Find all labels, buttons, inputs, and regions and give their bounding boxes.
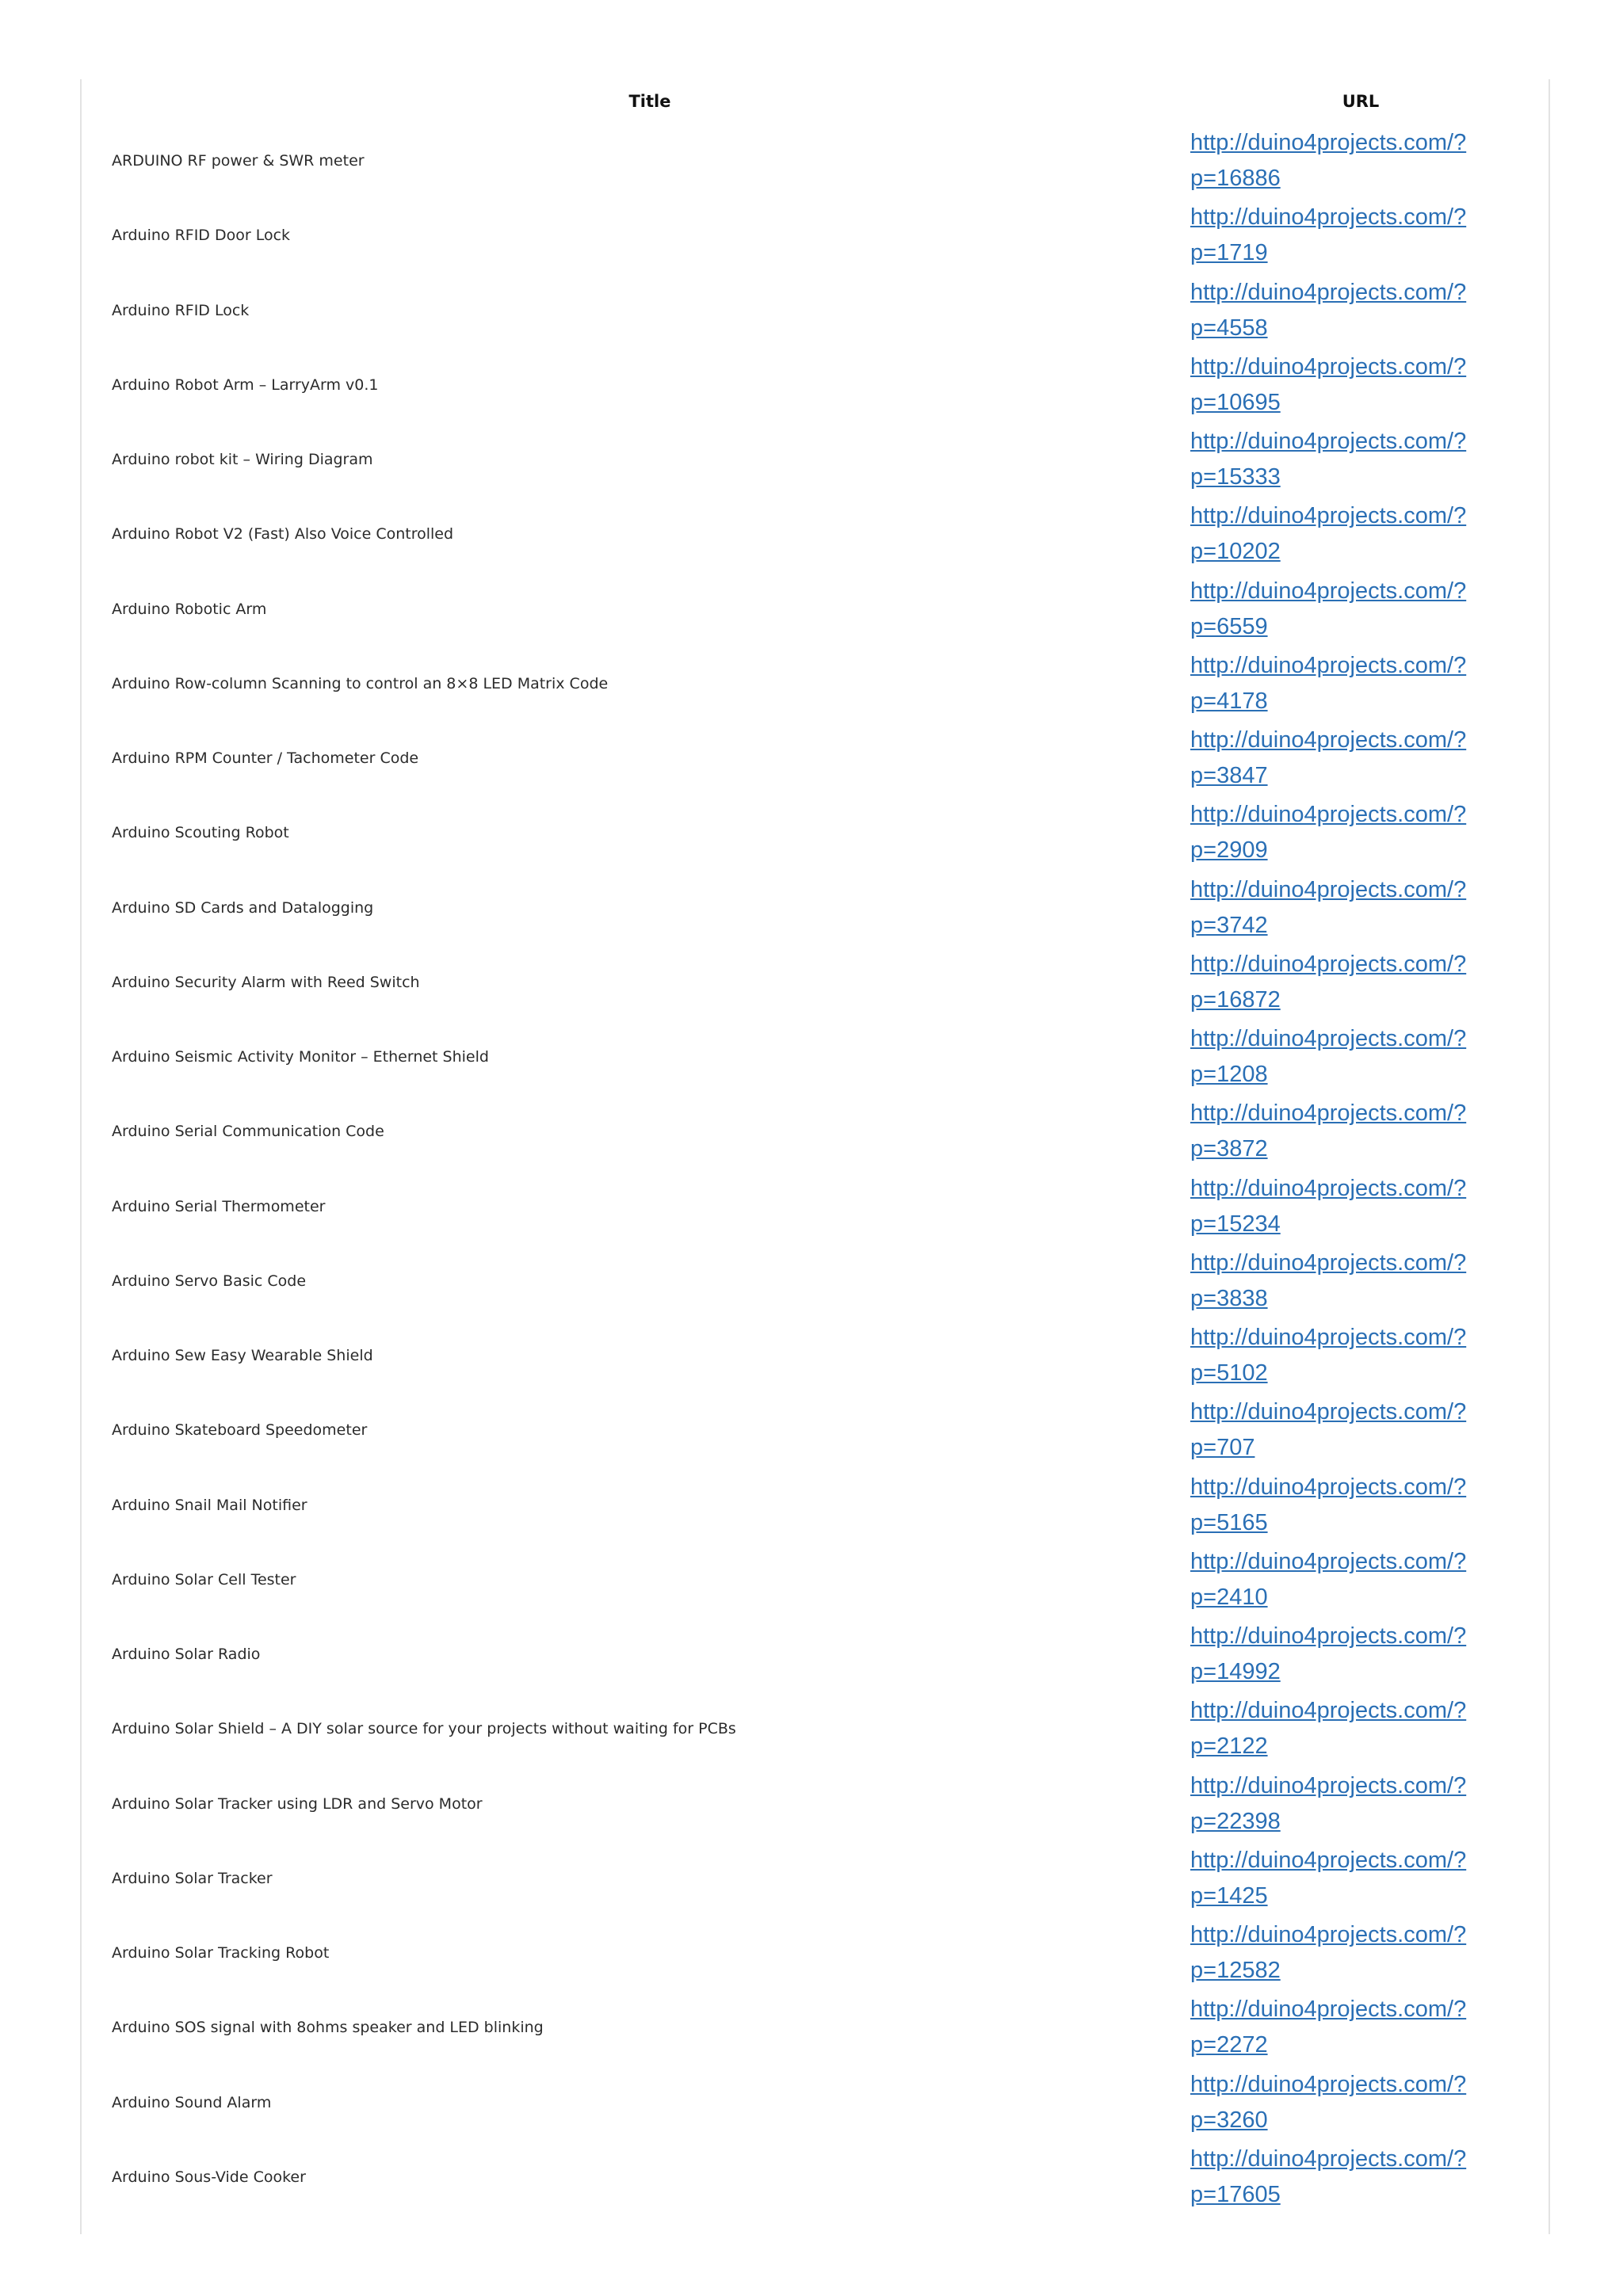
url-line-1: http://duino4projects.com/?	[1190, 503, 1467, 529]
row-url-link[interactable]	[1190, 723, 1507, 794]
row-title: Arduino Sew Easy Wearable Shield	[112, 1347, 373, 1365]
url-line-1: http://duino4projects.com/?	[1190, 279, 1467, 305]
url-line-1: http://duino4projects.com/?	[1190, 1922, 1467, 1948]
row-title: Arduino Serial Thermometer	[112, 1197, 326, 1215]
table-row	[82, 1094, 1548, 1169]
url-line-2: p=10695	[1190, 389, 1281, 415]
row-url-cell	[1190, 871, 1507, 945]
row-url-link[interactable]	[1190, 125, 1507, 196]
url-line-1: http://duino4projects.com/?	[1190, 1399, 1467, 1425]
table-row	[82, 795, 1548, 870]
url-line-2: p=6559	[1190, 613, 1268, 639]
row-url-link[interactable]	[1190, 1394, 1507, 1466]
url-line-2: p=14992	[1190, 1659, 1281, 1685]
row-title: Arduino Seismic Activity Monitor – Ethernet Shield	[112, 1048, 489, 1066]
row-title: Arduino Skateboard Speedometer	[112, 1421, 368, 1440]
row-url-cell	[1190, 1393, 1507, 1467]
row-url-link[interactable]	[1190, 872, 1507, 944]
row-url-link[interactable]	[1190, 1245, 1507, 1317]
row-url-link[interactable]	[1190, 797, 1507, 868]
url-line-2: p=4178	[1190, 688, 1268, 714]
url-line-2: p=12582	[1190, 1958, 1281, 1984]
url-line-2: p=15234	[1190, 1211, 1281, 1237]
table-row	[82, 1916, 1548, 1990]
url-line-2: p=1208	[1190, 1062, 1268, 1088]
url-line-2: p=1719	[1190, 240, 1268, 266]
url-line-2: p=16886	[1190, 166, 1281, 192]
url-line-1: http://duino4projects.com/?	[1190, 2145, 1467, 2172]
row-url-cell	[1190, 1094, 1507, 1169]
url-line-2: p=17605	[1190, 2181, 1281, 2207]
table-row	[82, 646, 1548, 721]
row-url-link[interactable]	[1190, 1917, 1507, 1989]
url-line-1: http://duino4projects.com/?	[1190, 1026, 1467, 1052]
row-url-cell	[1190, 1468, 1507, 1543]
table-row	[82, 1841, 1548, 1916]
row-url-cell	[1190, 721, 1507, 795]
url-line-2: p=15333	[1190, 464, 1281, 490]
row-url-cell	[1190, 1318, 1507, 1393]
table-row	[82, 945, 1548, 1020]
url-line-1: http://duino4projects.com/?	[1190, 578, 1467, 604]
row-url-cell	[1190, 1916, 1507, 1990]
row-url-cell	[1190, 198, 1507, 273]
url-line-2: p=2122	[1190, 1733, 1268, 1760]
table-row	[82, 2065, 1548, 2140]
table-row	[82, 1393, 1548, 1467]
url-line-1: http://duino4projects.com/?	[1190, 353, 1467, 379]
url-line-1: http://duino4projects.com/?	[1190, 1623, 1467, 1650]
url-line-1: http://duino4projects.com/?	[1190, 1175, 1467, 1201]
table-row	[82, 1990, 1548, 2065]
row-url-link[interactable]	[1190, 1544, 1507, 1615]
row-url-cell	[1190, 273, 1507, 348]
row-title: Arduino RFID Door Lock	[112, 227, 291, 245]
url-line-2: p=22398	[1190, 1808, 1281, 1834]
row-title: Arduino robot kit – Wiring Diagram	[112, 451, 373, 469]
url-line-1: http://duino4projects.com/?	[1190, 876, 1467, 902]
row-url-link[interactable]	[1190, 1320, 1507, 1391]
table-row	[82, 721, 1548, 795]
table-row	[82, 871, 1548, 945]
url-line-1: http://duino4projects.com/?	[1190, 1548, 1467, 1574]
row-title: ARDUINO RF power & SWR meter	[112, 152, 365, 170]
url-line-1: http://duino4projects.com/?	[1190, 1997, 1467, 2023]
row-url-cell	[1190, 1169, 1507, 1244]
table-row	[82, 1767, 1548, 1841]
url-line-1: http://duino4projects.com/?	[1190, 1772, 1467, 1798]
url-line-2: p=2909	[1190, 837, 1268, 864]
row-url-link[interactable]	[1190, 2142, 1507, 2213]
row-url-link[interactable]	[1190, 1843, 1507, 1914]
table-row	[82, 2140, 1548, 2214]
row-url-link[interactable]	[1190, 1619, 1507, 1690]
row-title: Arduino Solar Cell Tester	[112, 1570, 296, 1589]
url-line-2: p=5165	[1190, 1509, 1268, 1535]
row-url-link[interactable]	[1190, 2067, 1507, 2138]
row-url-cell	[1190, 348, 1507, 422]
row-url-link[interactable]	[1190, 1171, 1507, 1242]
row-url-cell	[1190, 1020, 1507, 1094]
row-url-link[interactable]	[1190, 424, 1507, 495]
row-title: Arduino Servo Basic Code	[112, 1272, 307, 1290]
table-row	[82, 348, 1548, 422]
row-title: Arduino SD Cards and Datalogging	[112, 898, 374, 917]
row-url-cell	[1190, 1543, 1507, 1617]
row-url-link[interactable]	[1190, 1693, 1507, 1764]
url-line-1: http://duino4projects.com/?	[1190, 1847, 1467, 1873]
url-line-2: p=3838	[1190, 1285, 1268, 1311]
row-url-link[interactable]	[1190, 648, 1507, 719]
row-url-link[interactable]	[1190, 275, 1507, 346]
row-title: Arduino RFID Lock	[112, 301, 250, 319]
row-url-link[interactable]	[1190, 1470, 1507, 1541]
row-url-cell	[1190, 497, 1507, 571]
row-title: Arduino Row-column Scanning to control an 8×8 LED Matrix Code	[112, 674, 609, 692]
row-title: Arduino RPM Counter / Tachometer Code	[112, 749, 419, 768]
row-title: Arduino Solar Tracker	[112, 1869, 273, 1887]
row-title: Arduino Robot V2 (Fast) Also Voice Controlled	[112, 525, 454, 543]
row-url-link[interactable]	[1190, 498, 1507, 570]
column-header-title: Title	[628, 92, 671, 111]
table-row	[82, 1020, 1548, 1094]
column-header-url: URL	[1342, 92, 1380, 111]
row-url-link[interactable]	[1190, 1768, 1507, 1840]
url-line-1: http://duino4projects.com/?	[1190, 2071, 1467, 2097]
table-row	[82, 1617, 1548, 1691]
url-line-2: p=707	[1190, 1435, 1255, 1461]
table-row	[82, 572, 1548, 646]
table-row	[82, 1244, 1548, 1318]
row-title: Arduino Robot Arm – LarryArm v0.1	[112, 376, 379, 394]
table-body	[82, 124, 1548, 2214]
row-title: Arduino Robotic Arm	[112, 600, 267, 618]
row-url-link[interactable]	[1190, 947, 1507, 1018]
url-line-2: p=3872	[1190, 1136, 1268, 1162]
url-line-2: p=5102	[1190, 1360, 1268, 1386]
row-title: Arduino Scouting Robot	[112, 824, 289, 842]
url-line-1: http://duino4projects.com/?	[1190, 1100, 1467, 1127]
row-url-link[interactable]	[1190, 1021, 1507, 1093]
table-row	[82, 273, 1548, 348]
url-line-1: http://duino4projects.com/?	[1190, 429, 1467, 455]
row-url-link[interactable]	[1190, 1096, 1507, 1167]
row-title: Arduino Solar Tracker using LDR and Servo Motor	[112, 1794, 483, 1813]
table-row	[82, 124, 1548, 198]
row-url-cell	[1190, 795, 1507, 870]
row-title: Arduino Solar Radio	[112, 1646, 261, 1664]
table-row	[82, 1691, 1548, 1766]
table-row	[82, 497, 1548, 571]
table-row	[82, 198, 1548, 273]
row-title: Arduino Sound Alarm	[112, 2093, 272, 2111]
url-line-2: p=3847	[1190, 763, 1268, 789]
row-url-cell	[1190, 1244, 1507, 1318]
row-title: Arduino Solar Shield – A DIY solar source for your projects without waiting for PCBs	[112, 1720, 736, 1738]
table-row	[82, 1169, 1548, 1244]
row-url-cell	[1190, 1767, 1507, 1841]
row-url-link[interactable]	[1190, 574, 1507, 645]
row-title: Arduino Snail Mail Notifier	[112, 1496, 307, 1514]
row-url-cell	[1190, 1841, 1507, 1916]
url-line-2: p=1425	[1190, 1882, 1268, 1909]
row-title: Arduino Solar Tracking Robot	[112, 1944, 330, 1962]
row-url-cell	[1190, 1990, 1507, 2065]
row-url-link[interactable]	[1190, 1992, 1507, 2063]
url-line-1: http://duino4projects.com/?	[1190, 130, 1467, 156]
url-line-1: http://duino4projects.com/?	[1190, 727, 1467, 753]
row-url-cell	[1190, 945, 1507, 1020]
row-url-cell	[1190, 1691, 1507, 1766]
row-url-cell	[1190, 2065, 1507, 2140]
url-line-1: http://duino4projects.com/?	[1190, 951, 1467, 977]
row-url-cell	[1190, 1617, 1507, 1691]
url-line-1: http://duino4projects.com/?	[1190, 1474, 1467, 1500]
table-row	[82, 1318, 1548, 1393]
url-line-2: p=10202	[1190, 539, 1281, 565]
url-line-1: http://duino4projects.com/?	[1190, 802, 1467, 828]
table-row	[82, 422, 1548, 497]
row-url-cell	[1190, 2140, 1507, 2214]
row-title: Arduino Sous-Vide Cooker	[112, 2168, 306, 2186]
row-url-link[interactable]	[1190, 349, 1507, 421]
url-line-2: p=2272	[1190, 2032, 1268, 2058]
url-line-2: p=3742	[1190, 912, 1268, 938]
url-line-1: http://duino4projects.com/?	[1190, 652, 1467, 678]
table-row	[82, 1468, 1548, 1543]
row-url-cell	[1190, 646, 1507, 721]
row-url-cell	[1190, 422, 1507, 497]
url-line-1: http://duino4projects.com/?	[1190, 1325, 1467, 1351]
url-line-1: http://duino4projects.com/?	[1190, 204, 1467, 231]
row-url-cell	[1190, 572, 1507, 646]
url-line-2: p=2410	[1190, 1584, 1268, 1610]
row-title: Arduino Security Alarm with Reed Switch	[112, 973, 420, 991]
url-line-2: p=4558	[1190, 315, 1268, 341]
row-title: Arduino Serial Communication Code	[112, 1123, 384, 1141]
row-url-link[interactable]	[1190, 200, 1507, 271]
url-line-1: http://duino4projects.com/?	[1190, 1698, 1467, 1724]
url-line-1: http://duino4projects.com/?	[1190, 1249, 1467, 1276]
row-url-cell	[1190, 124, 1507, 198]
row-title: Arduino SOS signal with 8ohms speaker and LED blinking	[112, 2019, 544, 2037]
url-line-2: p=16872	[1190, 986, 1281, 1013]
table-row	[82, 1543, 1548, 1617]
url-line-2: p=3260	[1190, 2107, 1268, 2133]
